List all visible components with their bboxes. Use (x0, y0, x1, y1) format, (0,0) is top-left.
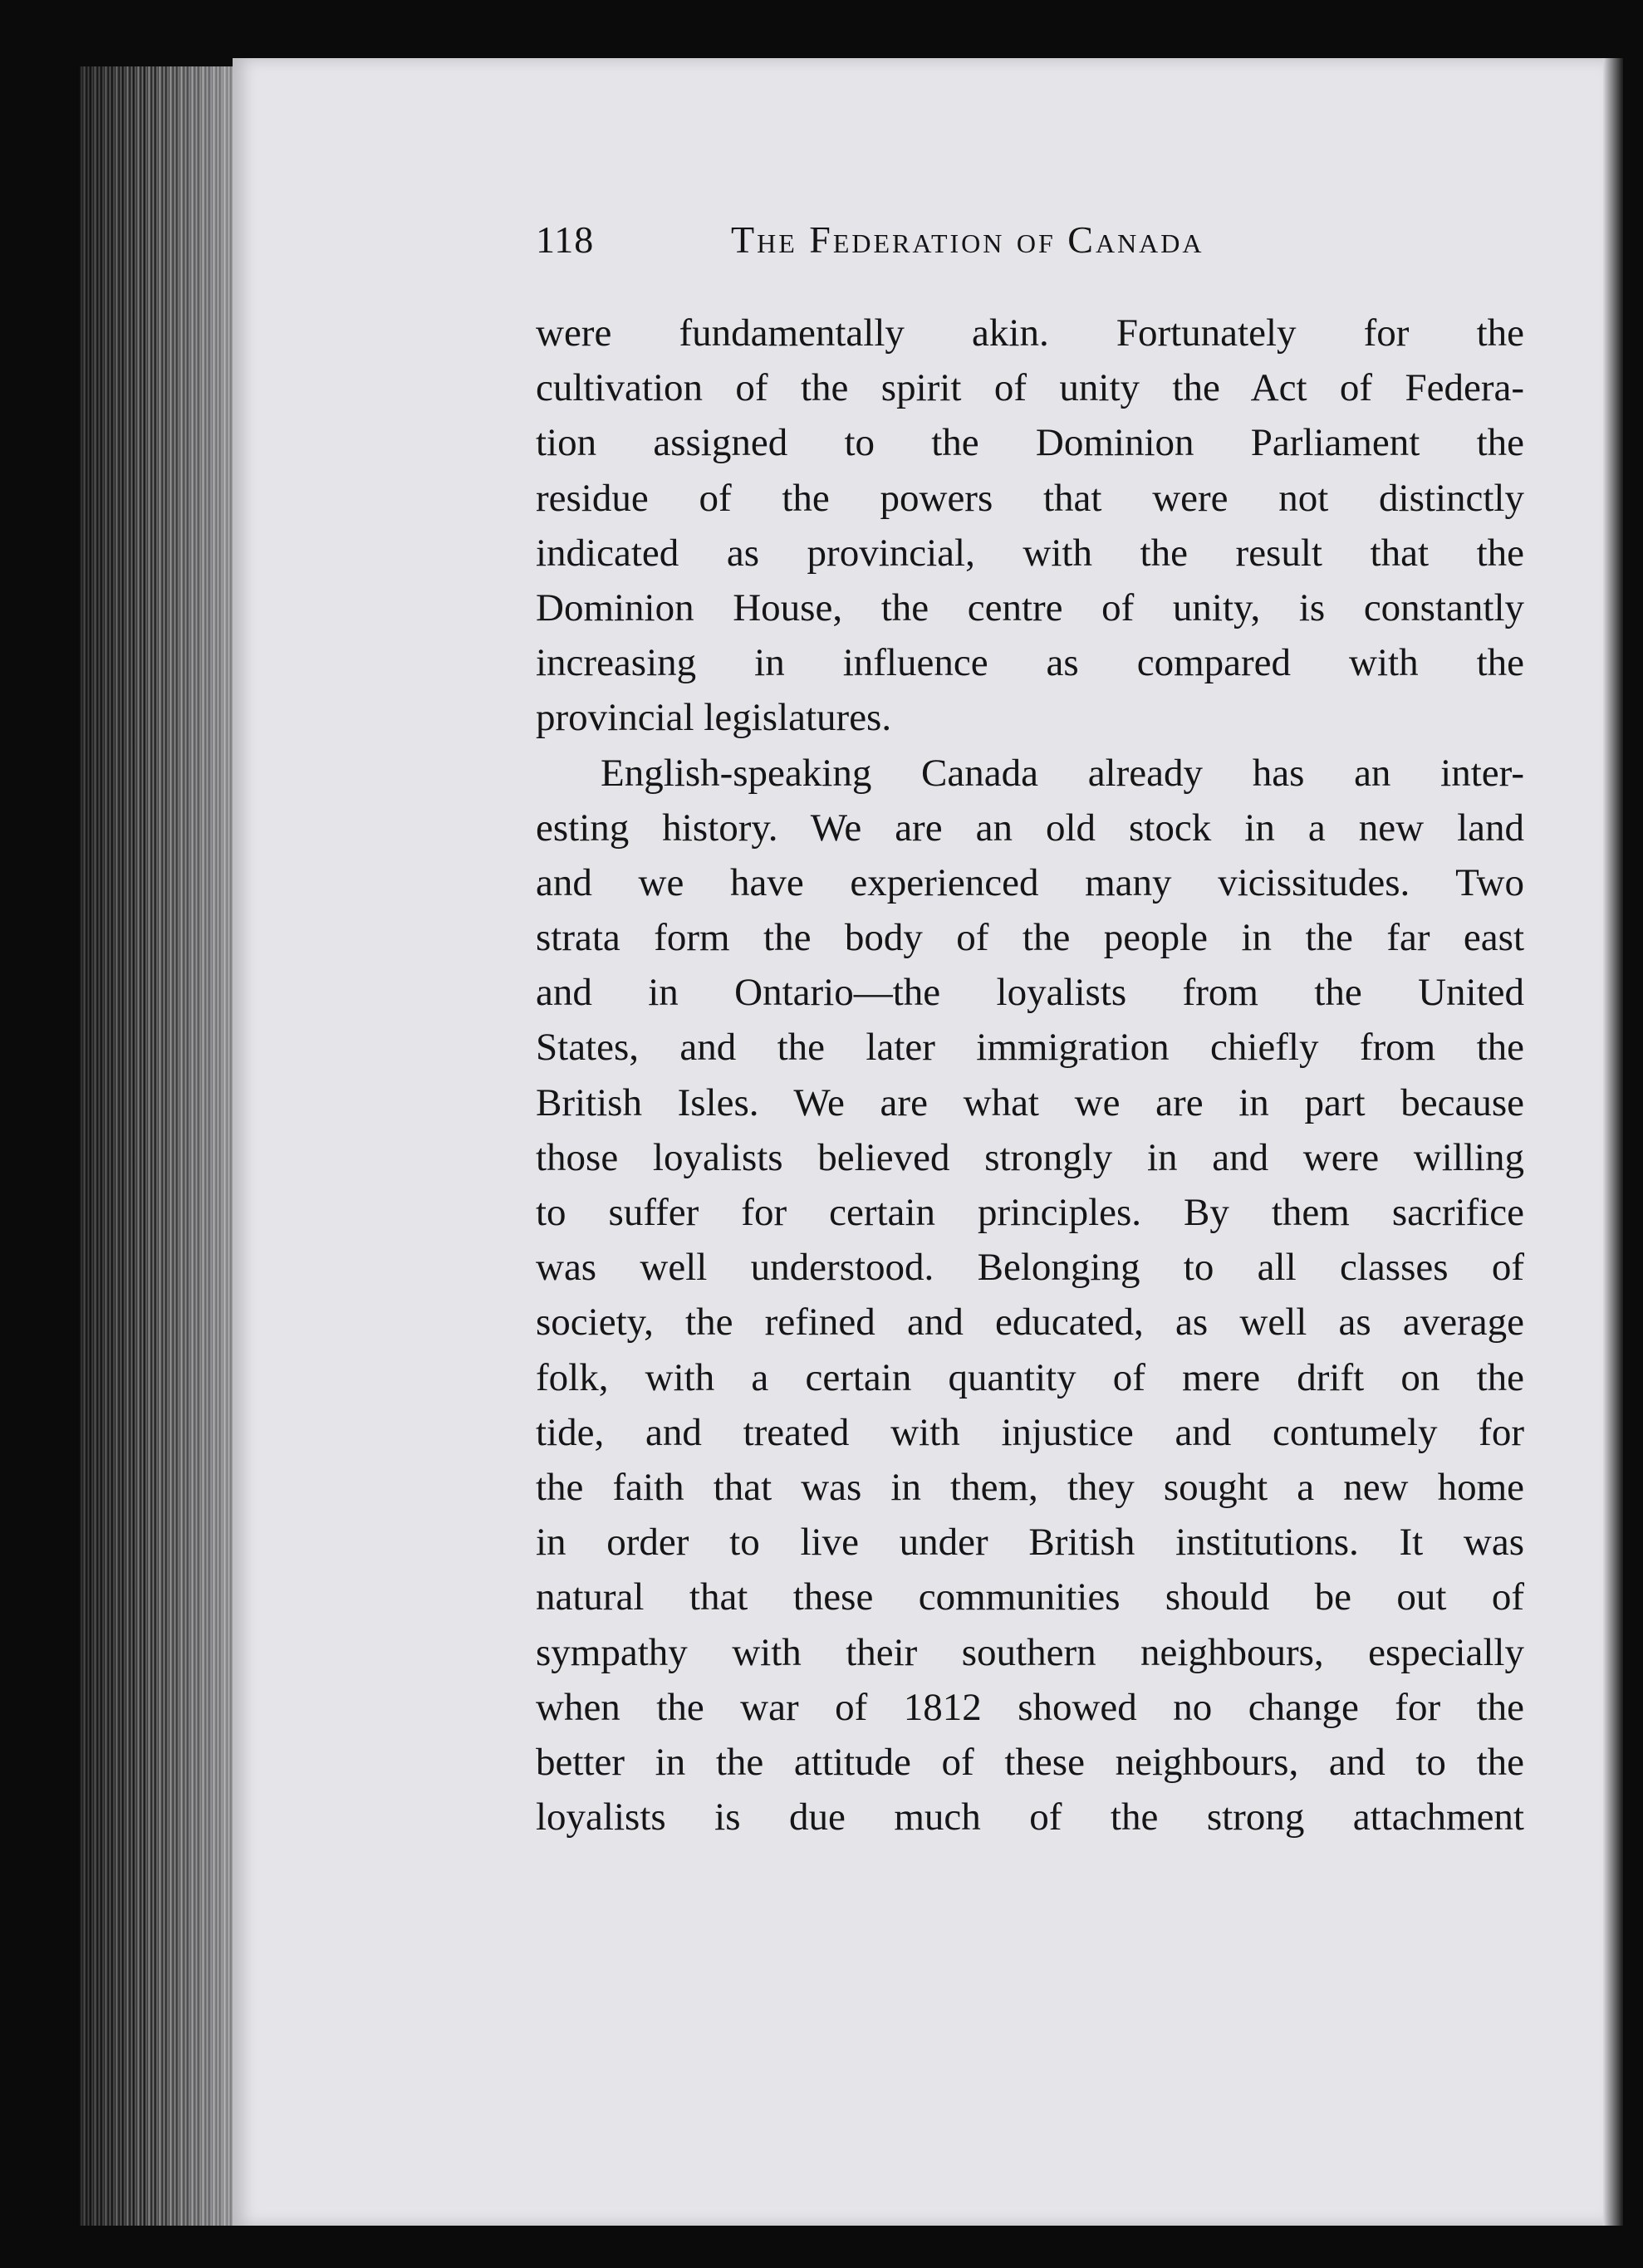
text-line: to suffer for certain principles. By them sacrifice (536, 1191, 1524, 1234)
text-line: when the war of 1812 showed no change for the (536, 1685, 1524, 1729)
text-line: States, and the later immigration chiefly from the (536, 1026, 1524, 1070)
text-line: indicated as provincial, with the result that the (536, 531, 1524, 575)
text-line: increasing in influence as compared with the (536, 641, 1524, 685)
text-line: cultivation of the spirit of unity the Act of Federa- (536, 366, 1524, 410)
text-line: strata form the body of the people in the far east (536, 916, 1524, 960)
book-page-edges (79, 66, 237, 2226)
text-line: tide, and treated with injustice and contumely for (536, 1410, 1524, 1454)
text-line: tion assigned to the Dominion Parliament the (536, 421, 1524, 465)
text-line: natural that these communities should be out of (536, 1575, 1524, 1619)
text-line: those loyalists believed strongly in and were willing (536, 1135, 1524, 1179)
text-line: were fundamentally akin. Fortunately for the (536, 311, 1524, 355)
text-line: society, the refined and educated, as well as average (536, 1301, 1524, 1345)
text-line: provincial legislatures. (536, 696, 892, 740)
body-text (536, 306, 1524, 1844)
book-right-edge (1603, 58, 1623, 2226)
text-line: residue of the powers that were not distinctly (536, 476, 1524, 520)
text-line: the faith that was in them, they sought a new home (536, 1465, 1524, 1509)
paragraph (536, 306, 1524, 746)
text-line: English-speaking Canada already has an inter- (601, 751, 1524, 795)
running-header (536, 218, 1366, 267)
text-line: and in Ontario—the loyalists from the United (536, 971, 1524, 1015)
text-line: sympathy with their southern neighbours, especially (536, 1630, 1524, 1674)
text-line: folk, with a certain quantity of mere drift on the (536, 1355, 1524, 1399)
text-line: and we have experienced many vicissitudes. Two (536, 860, 1524, 904)
text-line: loyalists is due much of the strong attachment (536, 1795, 1524, 1839)
text-line: British Isles. We are what we are in part because (536, 1080, 1524, 1124)
text-line: in order to live under British institutions. It was (536, 1521, 1524, 1565)
paragraph (536, 746, 1524, 1845)
text-line: better in the attitude of these neighbours, and to the (536, 1740, 1524, 1784)
text-line: was well understood. Belonging to all classes of (536, 1246, 1524, 1290)
page-number: 118 (536, 218, 595, 261)
text-line: esting history. We are an old stock in a new land (536, 806, 1524, 850)
running-title: The Federation of Canada (731, 218, 1204, 261)
text-line: Dominion House, the centre of unity, is constantly (536, 585, 1524, 629)
